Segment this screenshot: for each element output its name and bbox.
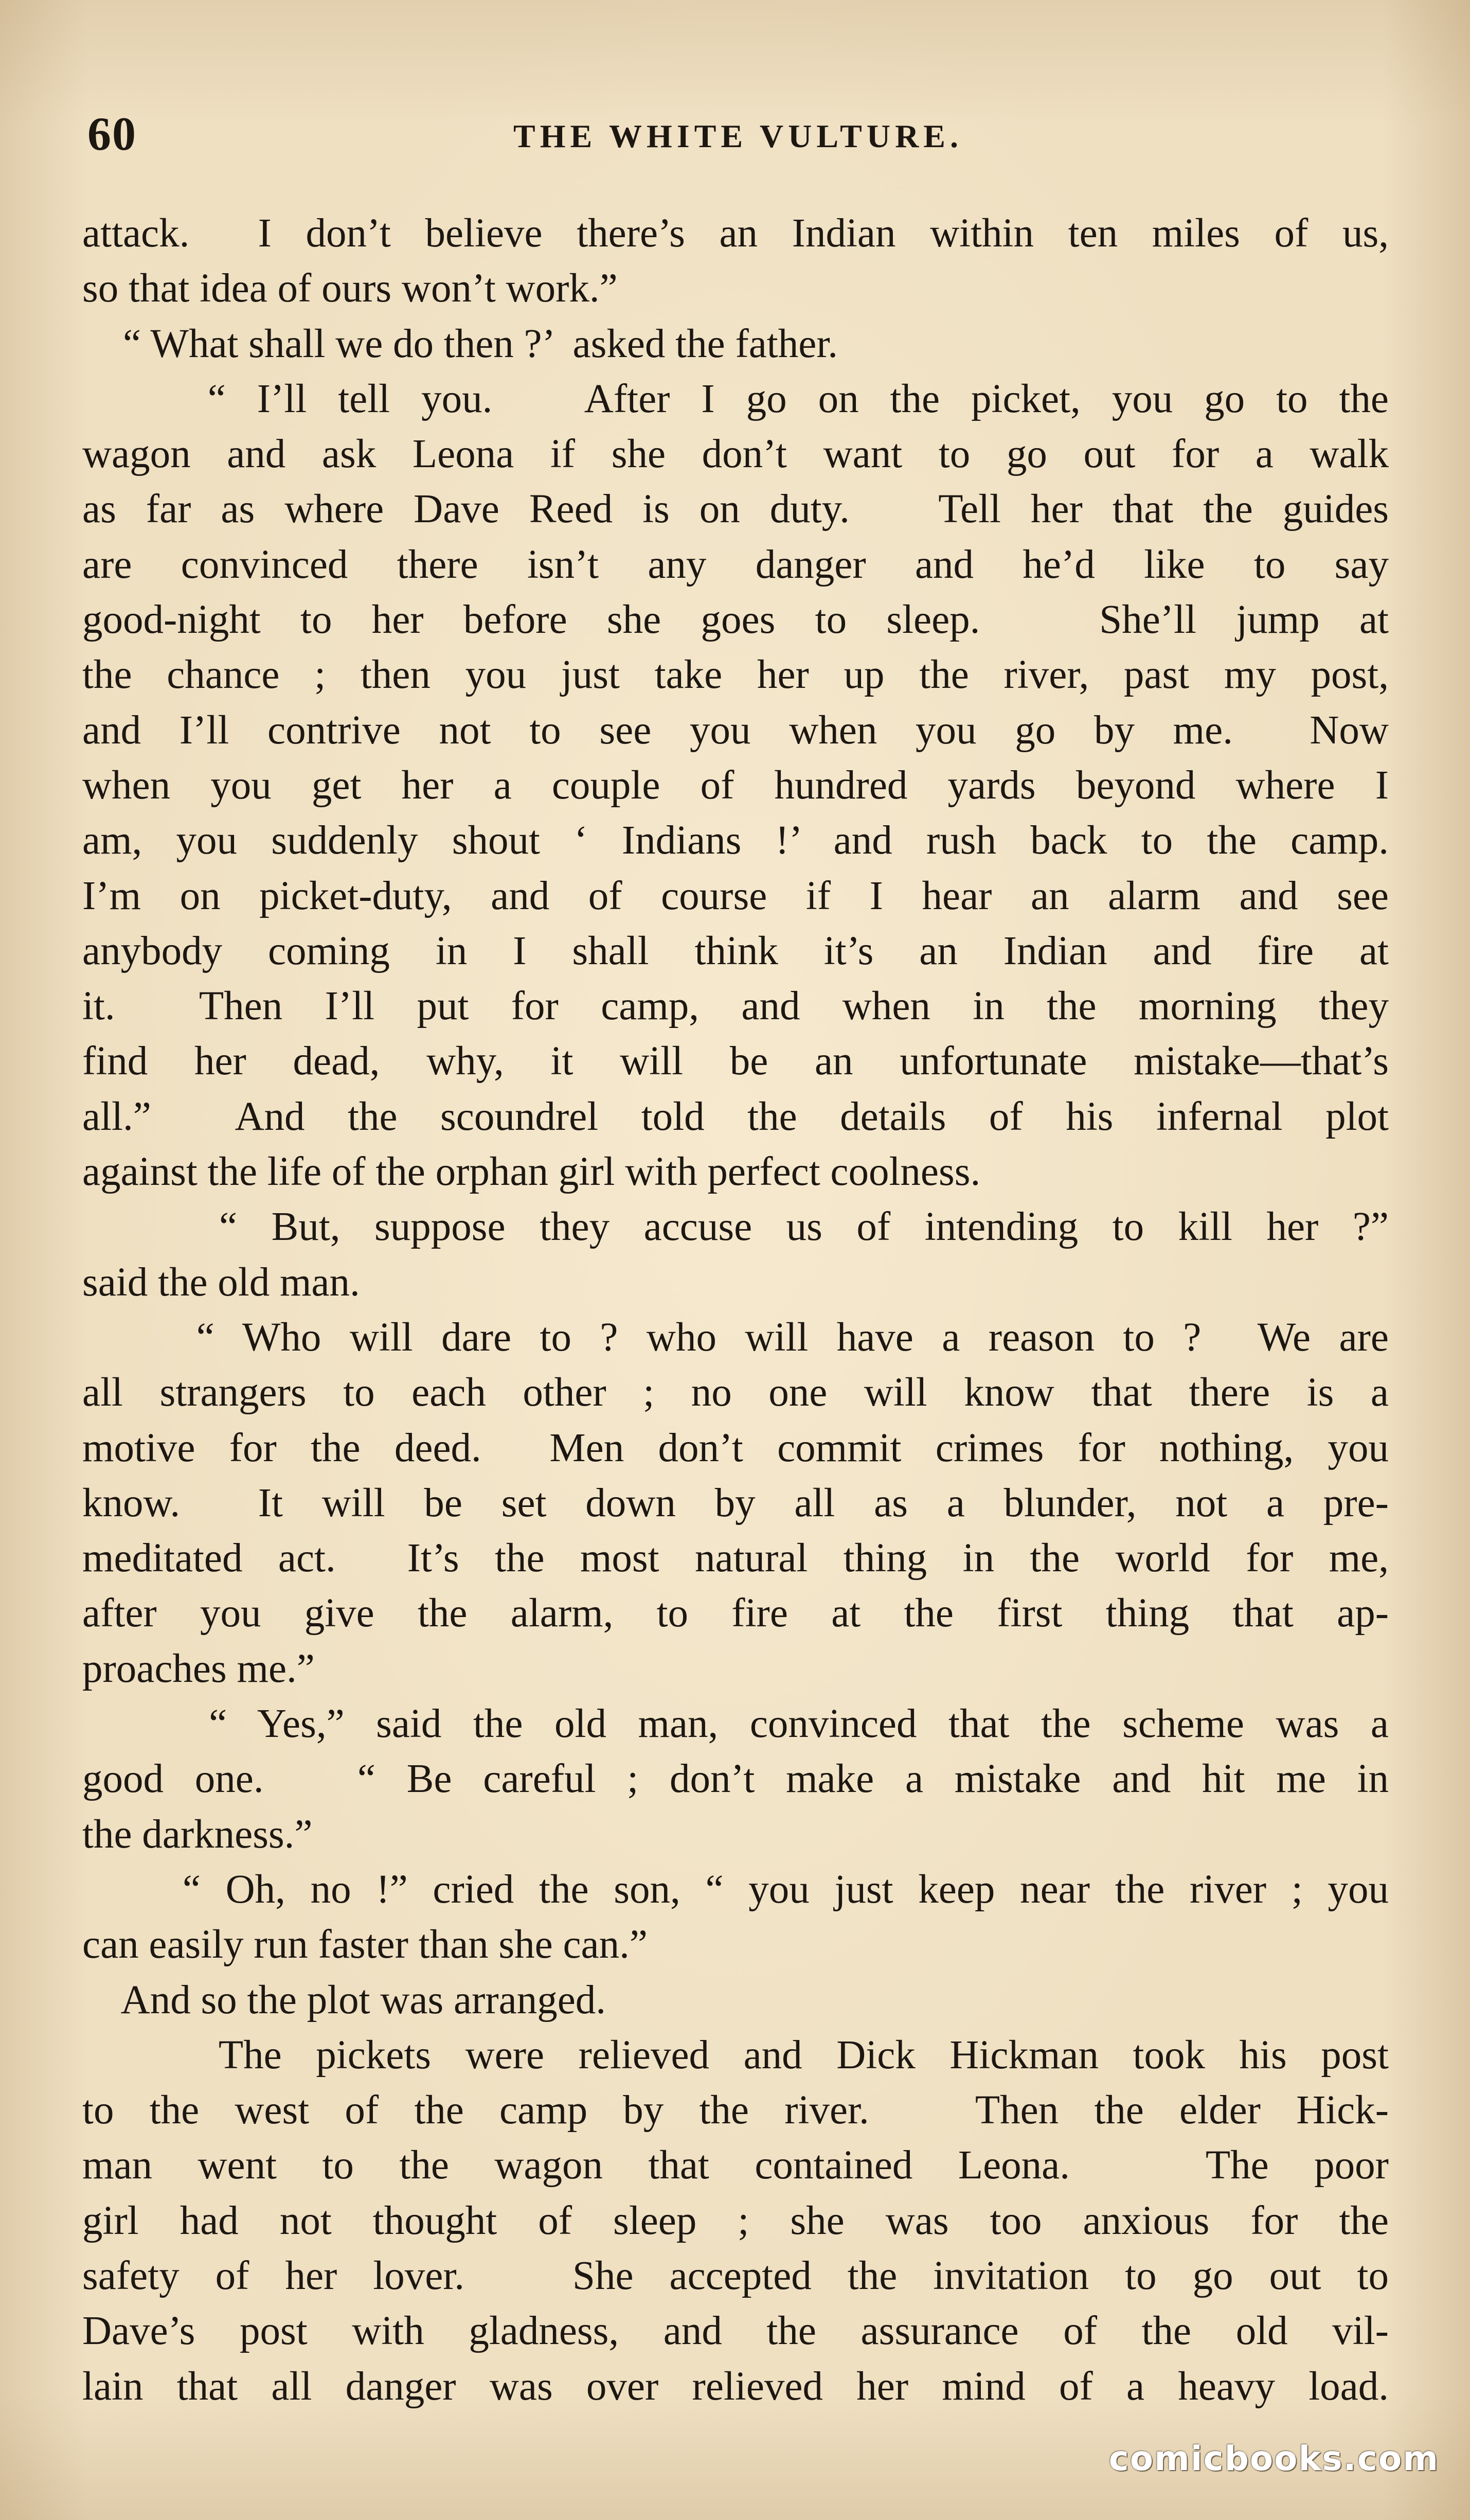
- text-line: so that idea of ours won’t work.”: [82, 266, 618, 311]
- text-line: find her dead, why, it will be an unfortunate mistake—that’s: [82, 1039, 1389, 1084]
- text-line: “ What shall we do then ?’ asked the father.: [82, 321, 838, 366]
- text-line: all strangers to each other ; no one will know that there is a: [82, 1370, 1389, 1415]
- text-line: motive for the deed. Men don’t commit crimes for nothing, you: [82, 1425, 1389, 1470]
- text-line: and I’ll contrive not to see you when you go by me. Now: [82, 707, 1389, 753]
- text-line: meditated act. It’s the most natural thing in the world for me,: [82, 1536, 1389, 1581]
- running-head: THE WHITE VULTURE.: [513, 118, 963, 154]
- text-line: proaches me.”: [82, 1646, 315, 1691]
- watermark: comicbooks.com: [1108, 2439, 1439, 2478]
- text-line: when you get her a couple of hundred yards beyond where I: [82, 762, 1389, 808]
- text-line: “ Who will dare to ? who will have a reason to ? We are: [82, 1315, 1389, 1360]
- body-text: [82, 206, 1389, 2414]
- text-line: after you give the alarm, to fire at the first thing that ap-: [82, 1591, 1389, 1636]
- text-line: know. It will be set down by all as a blunder, not a pre-: [82, 1480, 1389, 1525]
- text-line: “ Oh, no !” cried the son, “ you just keep near the river ; you: [82, 1867, 1389, 1912]
- text-line: “ But, suppose they accuse us of intending to kill her ?”: [82, 1204, 1389, 1250]
- text-line: “ I’ll tell you. After I go on the picket, you go to the: [82, 376, 1389, 421]
- text-line: are convinced there isn’t any danger and he’d like to say: [82, 542, 1389, 587]
- text-line: The pickets were relieved and Dick Hickman took his post: [82, 2032, 1389, 2078]
- text-line: And so the plot was arranged.: [82, 1977, 606, 2022]
- text-line: lain that all danger was over relieved her mind of a heavy load.: [82, 2364, 1389, 2409]
- text-line: man went to the wagon that contained Leona. The poor: [82, 2143, 1389, 2188]
- text-line: can easily run faster than she can.”: [82, 1922, 648, 1967]
- text-line: girl had not thought of sleep ; she was too anxious for the: [82, 2198, 1389, 2243]
- text-line: all.” And the scoundrel told the details of his infernal plot: [82, 1094, 1389, 1139]
- text-line: the darkness.”: [82, 1812, 313, 1857]
- text-line: I’m on picket-duty, and of course if I hear an alarm and see: [82, 873, 1389, 918]
- text-line: anybody coming in I shall think it’s an Indian and fire at: [82, 928, 1389, 973]
- text-line: wagon and ask Leona if she don’t want to go out for a walk: [82, 432, 1389, 477]
- text-line: to the west of the camp by the river. Then the elder Hick-: [82, 2088, 1389, 2133]
- text-line: “ Yes,” said the old man, convinced that the scheme was a: [82, 1701, 1389, 1747]
- text-line: Dave’s post with gladness, and the assurance of the old vil-: [82, 2309, 1389, 2354]
- text-line: am, you suddenly shout ‘ Indians !’ and rush back to the camp.: [82, 818, 1389, 863]
- text-line: said the old man.: [82, 1259, 360, 1305]
- text-line: safety of her lover. She accepted the invitation to go out to: [82, 2253, 1389, 2298]
- text-line: it. Then I’ll put for camp, and when in the morning they: [82, 984, 1389, 1029]
- text-line: against the life of the orphan girl with perfect coolness.: [82, 1149, 981, 1195]
- text-line: good one. “ Be careful ; don’t make a mistake and hit me in: [82, 1756, 1389, 1802]
- text-line: as far as where Dave Reed is on duty. Tell her that the guides: [82, 487, 1389, 532]
- page-header: [87, 103, 1389, 165]
- text-line: attack. I don’t believe there’s an Indian within ten miles of us,: [82, 211, 1389, 256]
- text-line: good-night to her before she goes to sleep. She’ll jump at: [82, 597, 1389, 643]
- page-number: 60: [87, 108, 137, 160]
- text-line: the chance ; then you just take her up the river, past my post,: [82, 652, 1389, 698]
